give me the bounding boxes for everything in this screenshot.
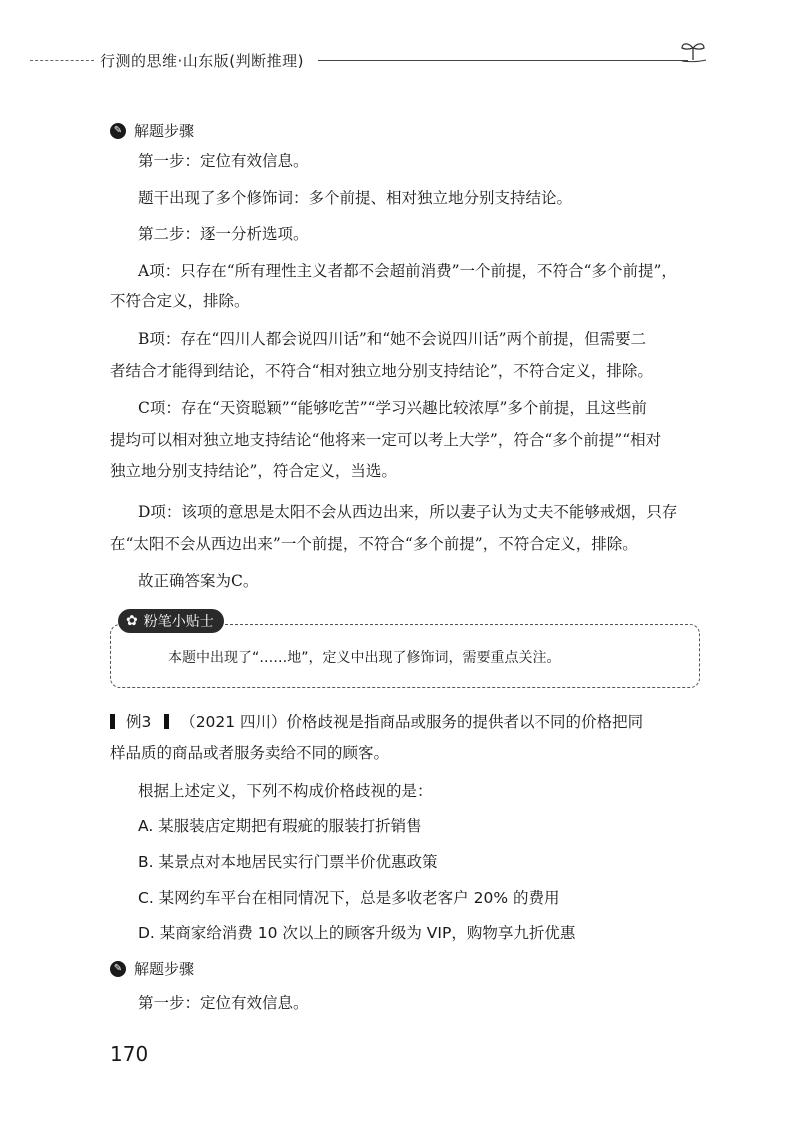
example-line1 xyxy=(110,710,643,732)
option-c-analysis-line3: 独立地分别支持结论”，符合定义，当选。 xyxy=(110,462,397,480)
step1-text: 第一步：定位有效信息。 xyxy=(138,152,309,170)
page-number: 170 xyxy=(110,1042,149,1066)
question-text: 根据上述定义，下列不构成价格歧视的是： xyxy=(138,782,433,800)
tip-label xyxy=(118,609,224,633)
option-a: A. 某服装店定期把有瑕疵的服装打折销售 xyxy=(138,817,422,835)
info-text: 题干出现了多个修饰词：多个前提、相对独立地分别支持结论。 xyxy=(138,189,573,207)
solution-steps-heading xyxy=(110,120,194,141)
option-d-analysis-line2: 在“太阳不会从西边出来”一个前提，不符合“多个前提”，不符合定义，排除。 xyxy=(110,535,638,553)
option-c: C. 某网约车平台在相同情况下，总是多收老客户 20% 的费用 xyxy=(138,889,560,907)
answer-text: 故正确答案为C。 xyxy=(138,572,259,590)
option-a-analysis-line2: 不符合定义，排除。 xyxy=(110,292,250,310)
running-header-title: 行测的思维·山东版(判断推理) xyxy=(100,52,304,70)
pencil-icon: ✎ xyxy=(110,123,126,139)
solution-steps-heading-text: 解题步骤 xyxy=(134,122,195,140)
sprout-icon: ✿ xyxy=(126,613,138,629)
pencil-icon: ✎ xyxy=(110,961,126,977)
header-rule-right xyxy=(318,60,688,61)
example-marker-right xyxy=(164,714,169,729)
option-a-analysis-line1: A项：只存在“所有理性主义者都不会超前消费”一个前提，不符合“多个前提”， xyxy=(138,262,677,280)
header-rule-left xyxy=(30,60,94,61)
step2-text: 第二步：逐一分析选项。 xyxy=(138,225,309,243)
solution-steps-heading-2 xyxy=(110,958,194,979)
tip-label-text: 粉笔小贴士 xyxy=(143,614,214,630)
solution-steps-heading-2-text: 解题步骤 xyxy=(134,960,195,978)
option-b: B. 某景点对本地居民实行门票半价优惠政策 xyxy=(138,853,438,871)
example-label: 例3 xyxy=(125,713,152,731)
option-c-analysis-line2: 提均可以相对独立地支持结论“他将来一定可以考上大学”，符合“多个前提”“相对 xyxy=(110,431,662,449)
sprout-icon xyxy=(678,38,708,64)
example-marker-left xyxy=(110,714,115,729)
option-d-analysis-line1: D项：该项的意思是太阳不会从西边出来，所以妻子认为丈夫不能够戒烟，只存 xyxy=(138,503,678,521)
option-d: D. 某商家给消费 10 次以上的顾客升级为 VIP，购物享九折优惠 xyxy=(138,924,576,942)
tip-text: 本题中出现了“……地”，定义中出现了修饰词，需要重点关注。 xyxy=(168,650,561,666)
option-b-analysis-line2: 者结合才能得到结论，不符合“相对独立地分别支持结论”，不符合定义，排除。 xyxy=(110,362,653,380)
step1-text-2: 第一步：定位有效信息。 xyxy=(138,994,309,1012)
example-stem-line1: （2021 四川）价格歧视是指商品或服务的提供者以不同的价格把同 xyxy=(180,713,644,731)
option-b-analysis-line1: B项：存在“四川人都会说四川话”和“她不会说四川话”两个前提，但需要二 xyxy=(138,330,647,348)
example-stem-line2: 样品质的商品或者服务卖给不同的顾客。 xyxy=(110,744,390,762)
option-c-analysis-line1: C项：存在“天资聪颖”“能够吃苦”“学习兴趣比较浓厚”多个前提，且这些前 xyxy=(138,399,647,417)
